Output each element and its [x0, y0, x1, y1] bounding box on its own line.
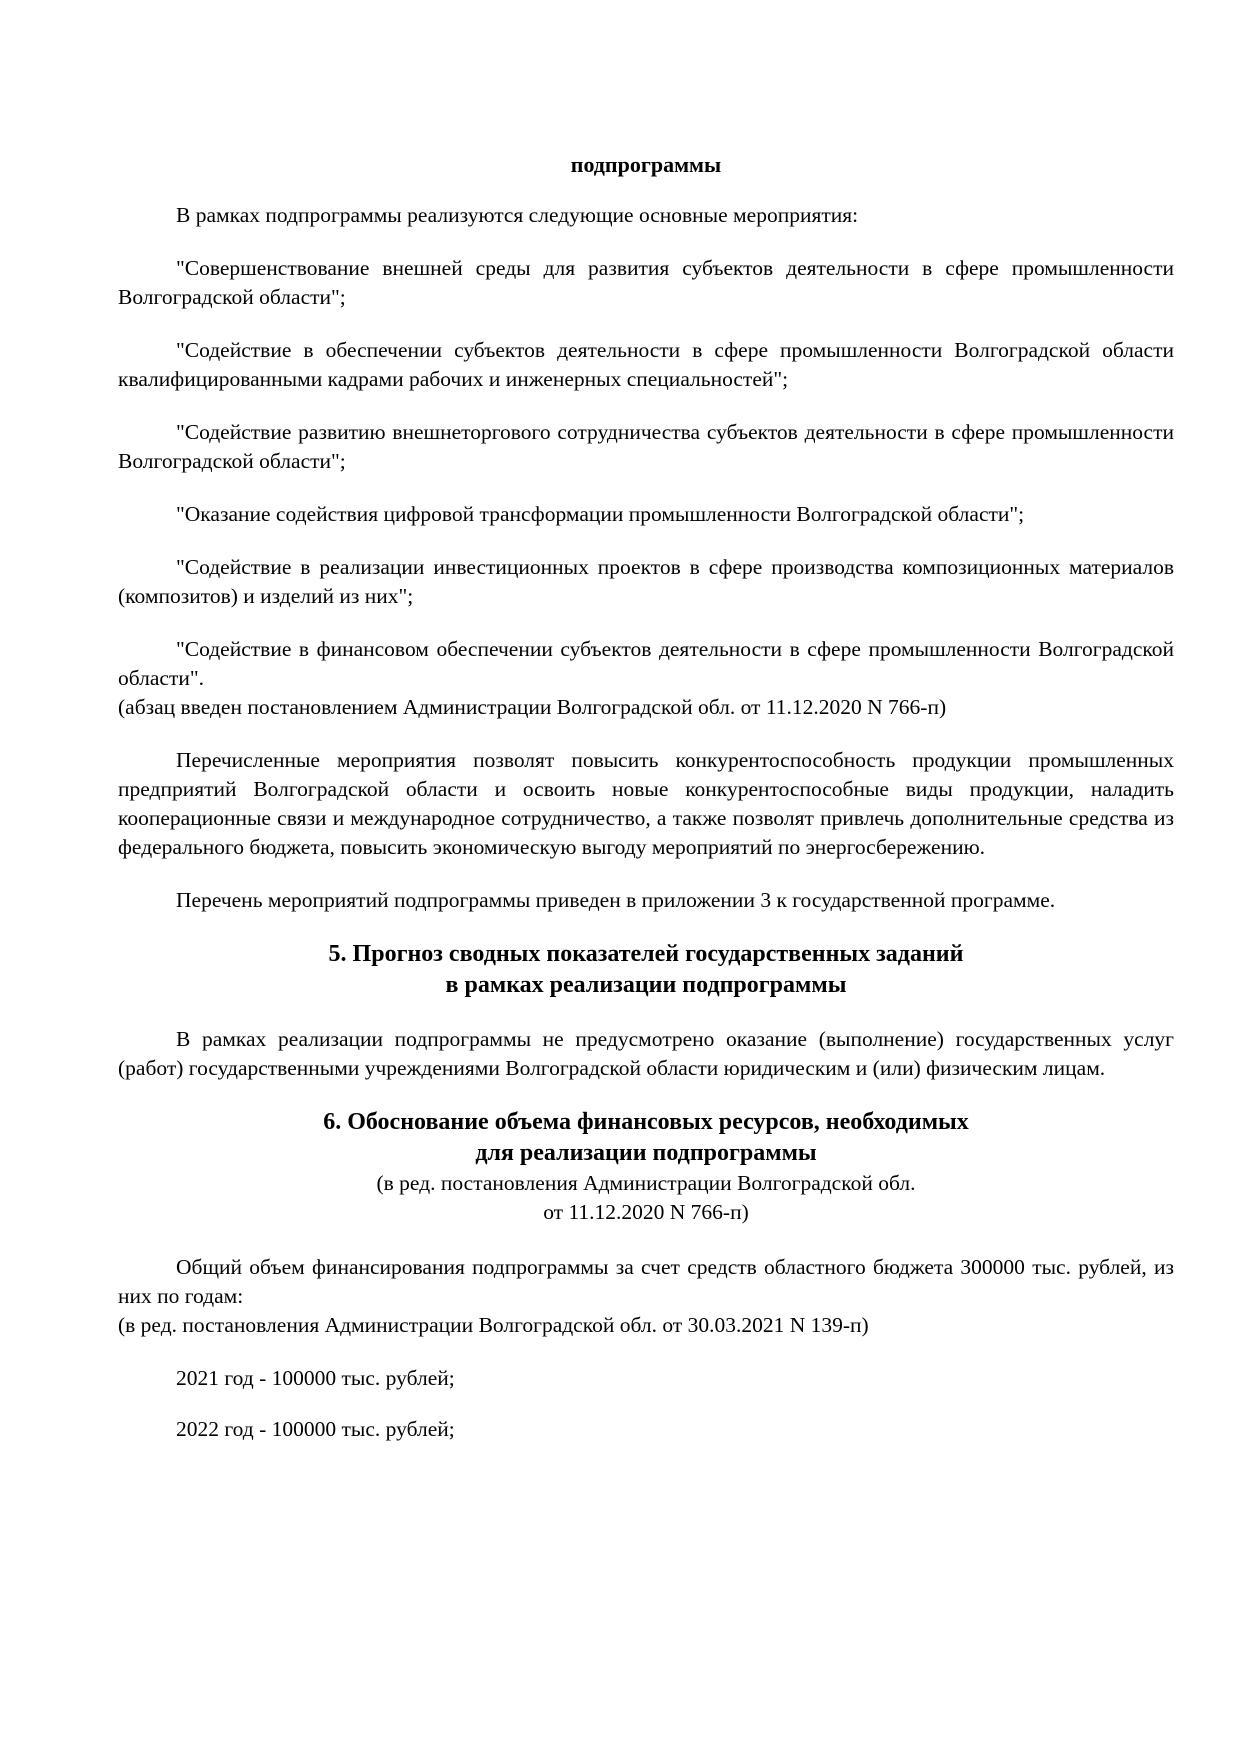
financing-paragraph: Общий объем финансирования подпрограммы за счет средств областного бюджета 300000 тыс. рублей, из них по годам: — [118, 1255, 1174, 1308]
list-reference-paragraph: Перечень мероприятий подпрограммы приведен в приложении 3 к государственной программе. — [176, 888, 1056, 912]
section-5-title-line2: в рамках реализации подпрограммы — [445, 972, 847, 998]
year-item: 2021 год - 100000 тыс. рублей; — [176, 1366, 455, 1390]
heading-continuation: подпрограммы — [570, 152, 722, 177]
document-page — [118, 150, 1174, 1466]
section-6-header — [118, 1107, 1174, 1227]
intro-paragraph: В рамках подпрограммы реализуются следующие основные мероприятия: — [176, 203, 859, 227]
amendment-note: (абзац введен постановлением Администрации Волгоградской обл. от 11.12.2020 N 766-п) — [118, 695, 947, 719]
section-5-title — [118, 939, 1174, 1001]
section-6-amendment-line1: (в ред. постановления Администрации Волгоградской обл. — [376, 1171, 916, 1195]
benefits-paragraph: Перечисленные мероприятия позволят повысить конкурентоспособность продукции промышленных предприятий Волгоградской области и освоить новые конкурентоспособные виды продукции, наладить кооперационные связи и международное сотрудничество, а также позволят привлечь дополнительные средства из федерального бюджета, повысить экономическую выгоду мероприятий по энергосбережению. — [118, 748, 1174, 859]
measure-item: "Содействие в обеспечении субъектов деятельности в сфере промышленности Волгоградской области квалифицированными кадрами рабочих и инженерных специальностей"; — [118, 338, 1174, 391]
section-6-amendment — [118, 1169, 1174, 1227]
section-5-title-line1: 5. Прогноз сводных показателей государственных заданий — [328, 941, 964, 967]
measure-item: "Содействие в финансовом обеспечении субъектов деятельности в сфере промышленности Волгоградской области". — [118, 637, 1174, 690]
measure-item: "Содействие развитию внешнеторгового сотрудничества субъектов деятельности в сфере промышленности Волгоградской области"; — [118, 420, 1174, 473]
section-6-title-line2: для реализации подпрограммы — [475, 1140, 817, 1166]
financing-amendment-note: (в ред. постановления Администрации Волгоградской обл. от 30.03.2021 N 139-п) — [118, 1313, 869, 1337]
measure-item: "Оказание содействия цифровой трансформации промышленности Волгоградской области"; — [176, 502, 1025, 526]
section-6-title — [118, 1107, 1174, 1169]
year-item: 2022 год - 100000 тыс. рублей; — [176, 1417, 455, 1441]
measure-item: "Содействие в реализации инвестиционных проектов в сфере производства композиционных материалов (композитов) и изделий из них"; — [118, 555, 1174, 608]
section-6-amendment-line2: от 11.12.2020 N 766-п) — [543, 1200, 749, 1224]
section-6-title-line1: 6. Обоснование объема финансовых ресурсов, необходимых — [323, 1109, 969, 1135]
measure-item: "Совершенствование внешней среды для развития субъектов деятельности в сфере промышленности Волгоградской области"; — [118, 256, 1174, 309]
section-5-paragraph: В рамках реализации подпрограммы не предусмотрено оказание (выполнение) государственных услуг (работ) государственными учреждениями Волгоградской области юридическим и (или) физическим лицам. — [118, 1027, 1174, 1080]
